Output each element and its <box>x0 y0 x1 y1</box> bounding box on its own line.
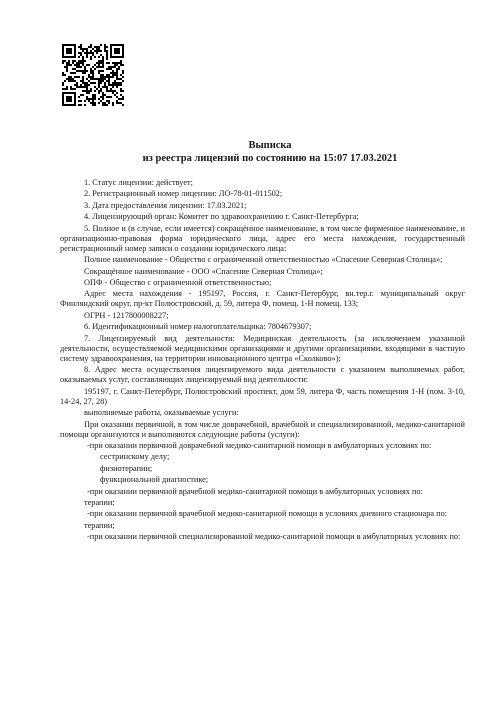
document-subtitle: из реестра лицензий по состоянию на 15:07 17.03.2021 <box>142 153 398 164</box>
qr-code-icon <box>62 44 124 106</box>
item-licensing-authority: 4. Лицензирующий орган: Комитет по здравоохранению г. Санкт-Петербурга; <box>84 212 359 222</box>
ogrn: ОГРН - 1217800008227; <box>84 310 169 320</box>
day-hospital-physician: -при оказании первичной врачебной медико-санитарной помощи в условиях дневного стационара по: <box>87 509 448 519</box>
item-inn: 6. Идентификационный номер налогоплательщика: 7804679307; <box>84 322 312 332</box>
outpatient-specialized: -при оказании первичной специализированной медико-санитарной помощи в амбулаторных условиях по: <box>87 532 461 542</box>
item-license-status: 1. Статус лицензии: действует; <box>84 178 193 187</box>
document-body <box>60 178 465 544</box>
qr-code <box>62 44 124 106</box>
service-physiotherapy: физиотерапии; <box>100 463 153 473</box>
item-activity-type: 7. Лицензируемый вид деятельности: Медицинская деятельность (за исключением указанной деятельности, осуществляемой медицинскими организациями и другими организациями, входящими в частную систему здравоохранения, на территории инновационного центра «Сколково»); <box>60 333 465 363</box>
outpatient-physician: -при оказании первичной врачебной медико-санитарной помощи в амбулаторных условиях по: <box>87 486 423 496</box>
activity-address: 195197, г. Санкт-Петербург, Полюстровский проспект, дом 59, литера Ф, часть помещения 1-Н (пом. 3-10, 14-24, 27, 28) <box>60 386 465 406</box>
works-intro: При оказании первичной, в том числе доврачебной, врачебной и специализированной, медико-санитарной помощи организуются и выполняются следующие работы (услуги): <box>60 419 465 439</box>
legal-form: ОПФ - Общество с ограниченной ответственностью; <box>84 277 272 287</box>
legal-address: Адрес места нахождения - 195197, Россия, г. Санкт-Петербург, вн.тер.г. муниципальный округ Финляндский округ, пр-кт Полюстровский, д. 59, литера Ф, помещ. 1-Н помещ. 133; <box>60 289 465 309</box>
short-name: Сокращённое наименование - ООО «Спасение Северная Столица»; <box>84 266 323 276</box>
item-organization-names: 5. Полное и (в случае, если имеется) сокращённое наименование, в том числе фирменное наименование, и организационно-правовая форма юридического лица, адрес его места нахождения, государственный регистрационный номер записи о создании юридического лица: <box>60 223 465 253</box>
service-therapy-day-hospital: терапии; <box>84 520 115 530</box>
service-nursing: сестринскому делу; <box>100 452 170 462</box>
service-functional-diagnostics: функциональной диагностике; <box>100 475 209 485</box>
outpatient-pre-physician: -при оказании первичной доврачебной медико-санитарной помощи в амбулаторных условиях по: <box>87 441 432 450</box>
item-activity-address: 8. Адрес места осуществления лицензируемого вида деятельности с указанием выполняемых работ, оказываемых услуг, составляющих лицензируемый вид деятельности: <box>60 365 465 385</box>
item-issue-date: 3. Дата предоставления лицензии: 17.03.2021; <box>84 200 247 210</box>
full-name: Полное наименование - Общество с ограниченной ответственностью «Спасение Северная Столица»; <box>84 255 443 265</box>
item-registration-number: 2. Регистрационный номер лицензии: ЛО-78-01-011502; <box>84 189 283 199</box>
works-heading: выполняемые работы, оказываемые услуги: <box>84 408 239 418</box>
service-therapy-outpatient: терапии; <box>84 497 115 507</box>
document-title: Выписка <box>248 140 292 151</box>
